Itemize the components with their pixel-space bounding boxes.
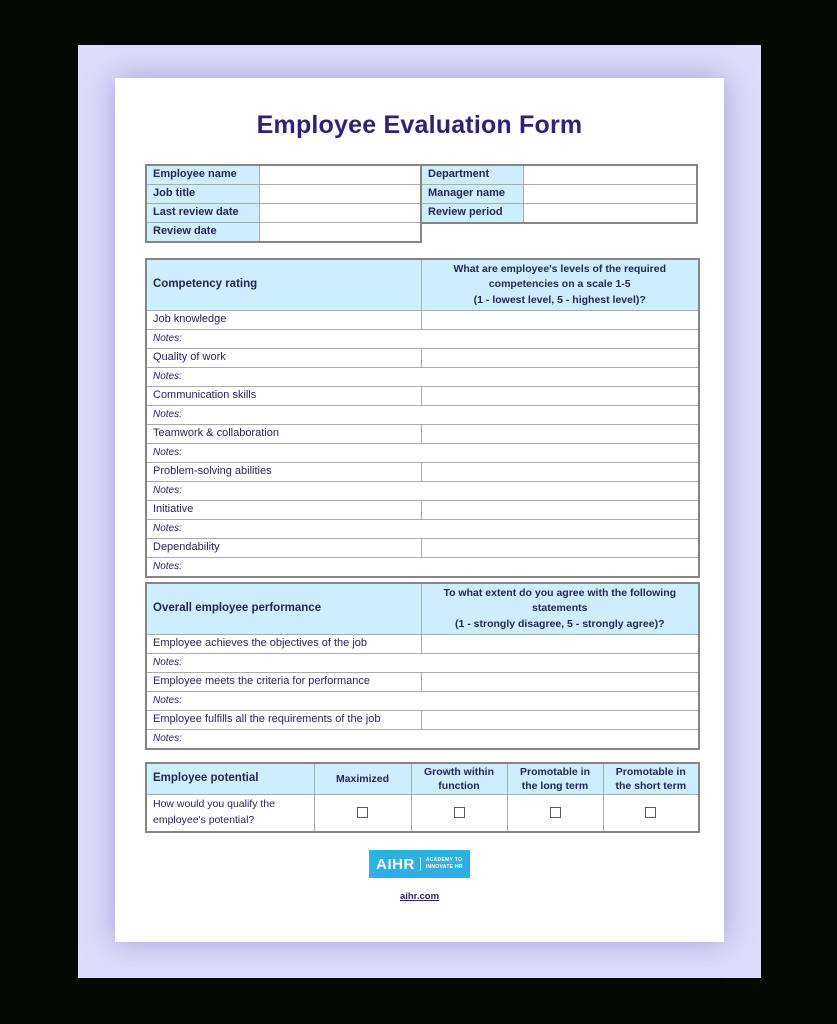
competency-item-label: Quality of work — [146, 349, 421, 368]
employee-potential-table — [145, 762, 700, 833]
potential-section-title: Employee potential — [146, 763, 314, 795]
notes-field[interactable]: Notes: — [146, 730, 699, 750]
footer-logo-row — [115, 850, 724, 878]
employee-name-field[interactable] — [259, 165, 421, 185]
performance-item-label: Employee fulfills all the requirements of the job — [146, 711, 421, 730]
notes-field[interactable]: Notes: — [146, 558, 699, 578]
aihr-logo-text: AIHR — [376, 855, 415, 873]
competency-scale-question: What are employee's levels of the required competencies on a scale 1-5 (1 - lowest level, 5 - highest level)? — [421, 259, 699, 311]
performance-section-title: Overall employee performance — [146, 583, 421, 635]
table-header-row — [146, 583, 699, 635]
overall-performance-table — [145, 582, 700, 750]
table-row — [421, 165, 697, 185]
table-row — [146, 368, 699, 387]
notes-field[interactable]: Notes: — [146, 520, 699, 539]
table-row — [146, 539, 699, 558]
competency-rating-table — [145, 258, 700, 578]
competency-item-label: Initiative — [146, 501, 421, 520]
info-table-right — [420, 164, 698, 224]
lavender-mat — [78, 45, 761, 978]
checkbox-icon[interactable] — [645, 807, 656, 818]
table-row — [146, 654, 699, 673]
department-field[interactable] — [524, 165, 697, 185]
competency-rating-field[interactable] — [421, 311, 699, 330]
review-period-field[interactable] — [524, 204, 697, 224]
potential-column-promotable-short: Promotable in the short term — [603, 763, 699, 795]
table-row — [146, 730, 699, 750]
notes-field[interactable]: Notes: — [146, 692, 699, 711]
table-row — [146, 185, 421, 204]
notes-field[interactable]: Notes: — [146, 368, 699, 387]
notes-field[interactable]: Notes: — [146, 444, 699, 463]
notes-field[interactable]: Notes: — [146, 654, 699, 673]
table-row — [146, 482, 699, 501]
table-row — [146, 311, 699, 330]
logo-divider — [420, 857, 421, 871]
table-row — [146, 165, 421, 185]
table-row — [146, 635, 699, 654]
table-row — [146, 444, 699, 463]
table-row — [146, 520, 699, 539]
potential-column-growth: Growth within function — [411, 763, 507, 795]
aihr-site-link[interactable]: aihr.com — [399, 891, 440, 902]
competency-item-label: Problem-solving abilities — [146, 463, 421, 482]
competency-rating-field[interactable] — [421, 463, 699, 482]
competency-rating-field[interactable] — [421, 387, 699, 406]
notes-field[interactable]: Notes: — [146, 330, 699, 349]
table-row — [146, 223, 421, 243]
checkbox-cell-maximized[interactable] — [314, 795, 411, 833]
competency-item-label: Job knowledge — [146, 311, 421, 330]
employee-name-label: Employee name — [146, 165, 259, 185]
table-row — [421, 185, 697, 204]
table-row — [146, 406, 699, 425]
competency-rating-field[interactable] — [421, 539, 699, 558]
checkbox-icon[interactable] — [357, 807, 368, 818]
performance-rating-field[interactable] — [421, 711, 699, 730]
table-row — [146, 501, 699, 520]
notes-field[interactable]: Notes: — [146, 482, 699, 501]
manager-name-field[interactable] — [524, 185, 697, 204]
review-date-field[interactable] — [259, 223, 421, 243]
table-row — [146, 330, 699, 349]
potential-column-maximized: Maximized — [314, 763, 411, 795]
checkbox-cell-growth[interactable] — [411, 795, 507, 833]
competency-rating-field[interactable] — [421, 501, 699, 520]
footer-link-row — [115, 886, 724, 904]
competency-item-label: Teamwork & collaboration — [146, 425, 421, 444]
performance-rating-field[interactable] — [421, 635, 699, 654]
aihr-logo — [369, 850, 470, 878]
table-row — [146, 425, 699, 444]
checkbox-cell-promotable-short[interactable] — [603, 795, 699, 833]
performance-rating-field[interactable] — [421, 673, 699, 692]
table-row — [146, 463, 699, 482]
review-period-label: Review period — [421, 204, 524, 224]
performance-item-label: Employee meets the criteria for performance — [146, 673, 421, 692]
table-header-row — [146, 763, 699, 795]
checkbox-icon[interactable] — [454, 807, 465, 818]
table-row — [146, 673, 699, 692]
employee-info-section — [145, 164, 698, 240]
job-title-label: Job title — [146, 185, 259, 204]
competency-section-title: Competency rating — [146, 259, 421, 311]
competency-item-label: Communication skills — [146, 387, 421, 406]
table-row — [146, 204, 421, 223]
page-title: Employee Evaluation Form — [256, 111, 583, 139]
job-title-field[interactable] — [259, 185, 421, 204]
notes-field[interactable]: Notes: — [146, 406, 699, 425]
table-row — [146, 795, 699, 833]
table-row — [146, 692, 699, 711]
table-header-row — [146, 259, 699, 311]
table-row — [421, 204, 697, 224]
manager-name-label: Manager name — [421, 185, 524, 204]
document-page — [115, 78, 724, 942]
table-row — [146, 711, 699, 730]
table-row — [146, 349, 699, 368]
table-row — [146, 387, 699, 406]
potential-column-promotable-long: Promotable in the long term — [507, 763, 603, 795]
competency-rating-field[interactable] — [421, 425, 699, 444]
last-review-date-label: Last review date — [146, 204, 259, 223]
info-table-left — [145, 164, 422, 243]
last-review-date-field[interactable] — [259, 204, 421, 223]
checkbox-cell-promotable-long[interactable] — [507, 795, 603, 833]
potential-question-label: How would you qualify the employee's potential? — [146, 795, 314, 833]
performance-item-label: Employee achieves the objectives of the job — [146, 635, 421, 654]
competency-rating-field[interactable] — [421, 349, 699, 368]
department-label: Department — [421, 165, 524, 185]
aihr-logo-tagline: ACADEMY TO INNOVATE HR — [425, 856, 463, 870]
competency-item-label: Dependability — [146, 539, 421, 558]
review-date-label: Review date — [146, 223, 259, 243]
table-row — [146, 558, 699, 578]
performance-scale-question: To what extent do you agree with the following statements (1 - strongly disagree, 5 - strongly agree)? — [421, 583, 699, 635]
checkbox-icon[interactable] — [550, 807, 561, 818]
